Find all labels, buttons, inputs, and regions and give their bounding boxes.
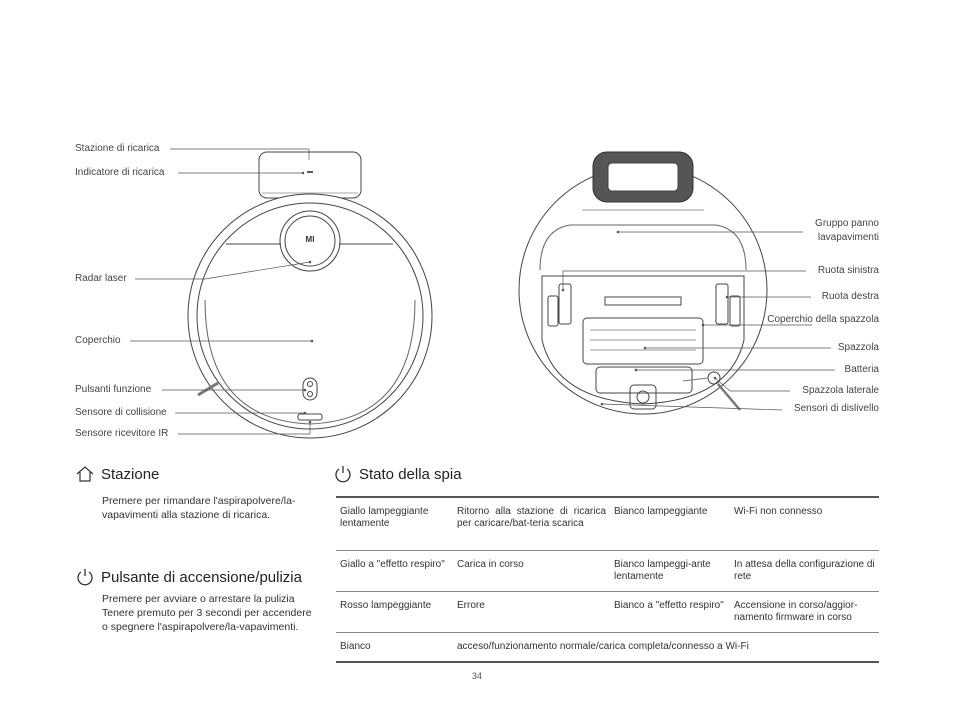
label-battery: Batteria — [844, 364, 879, 375]
label-brush-cover: Coperchio della spazzola — [767, 314, 879, 325]
label-cover: Coperchio — [75, 335, 121, 346]
label-charging-indicator: Indicatore di ricarica — [75, 167, 165, 178]
table-row — [336, 550, 879, 591]
table-cell: Ritorno alla stazione di ricarica per caricare/bat-teria scarica — [457, 506, 606, 529]
table-row — [336, 497, 879, 550]
status-table — [336, 496, 879, 663]
label-mop-group: Gruppo panno lavapavimenti — [815, 218, 879, 243]
dock-description: Premere per rimandare l'aspirapolvere/la-vapavimenti alla stazione di ricarica. — [102, 495, 296, 521]
power-description: Premere per avviare o arrestare la pulizia Tenere premuto per 3 secondi per accendere o spegnere l'aspirapolvere/la-vapavimenti. — [102, 593, 312, 633]
table-row — [336, 632, 879, 662]
table-cell: Accensione in corso/aggior-namento firmware in corso — [734, 599, 858, 623]
mi-logo: MI — [305, 235, 315, 244]
label-ir-receiver-sensor: Sensore ricevitore IR — [75, 428, 169, 439]
table-cell: Bianco lampeggiante — [614, 506, 708, 517]
table-cell: Errore — [457, 599, 485, 611]
table-row — [336, 591, 879, 632]
power-title: Pulsante di accensione/pulizia — [101, 568, 302, 586]
page-number: 34 — [471, 671, 482, 681]
label-left-wheel: Ruota sinistra — [817, 265, 879, 276]
table-cell: Rosso lampeggiante — [340, 599, 432, 611]
label-cliff-sensors: Sensori di dislivello — [793, 403, 879, 414]
label-collision-sensor: Sensore di collisione — [75, 407, 167, 418]
table-cell: Bianco a "effetto respiro" — [614, 599, 724, 611]
label-laser-radar: Radar laser — [75, 273, 127, 284]
table-cell: In attesa della configurazione di rete — [734, 558, 875, 582]
dock-title: Stazione — [101, 465, 160, 483]
table-cell: Bianco lampeggi-ante lentamente — [614, 558, 711, 582]
label-right-wheel: Ruota destra — [821, 291, 879, 302]
label-brush: Spazzola — [837, 342, 879, 353]
top-view-robot — [188, 152, 432, 438]
power-heading — [75, 567, 302, 587]
status-title: Stato della spia — [359, 465, 462, 483]
charging-station-shape — [259, 152, 361, 198]
dock-heading — [75, 465, 159, 483]
home-icon — [75, 465, 95, 483]
label-side-brush: Spazzola laterale — [802, 385, 879, 396]
table-cell: Giallo a "effetto respiro" — [340, 558, 445, 570]
power-icon — [333, 464, 353, 484]
label-function-buttons: Pulsanti funzione — [75, 384, 152, 395]
table-cell: Wi-Fi non connesso — [734, 506, 823, 517]
bottom-view-robot — [519, 152, 767, 414]
table-cell: Bianco — [340, 640, 371, 652]
label-charging-station: Stazione di ricarica — [75, 143, 160, 154]
table-cell: acceso/funzionamento normale/carica completa/connesso a Wi-Fi — [457, 640, 749, 652]
power-icon — [75, 567, 95, 587]
table-cell: Carica in corso — [457, 558, 524, 570]
table-cell: Giallo lampeggiante lentamente — [340, 506, 429, 529]
status-heading — [333, 464, 462, 484]
